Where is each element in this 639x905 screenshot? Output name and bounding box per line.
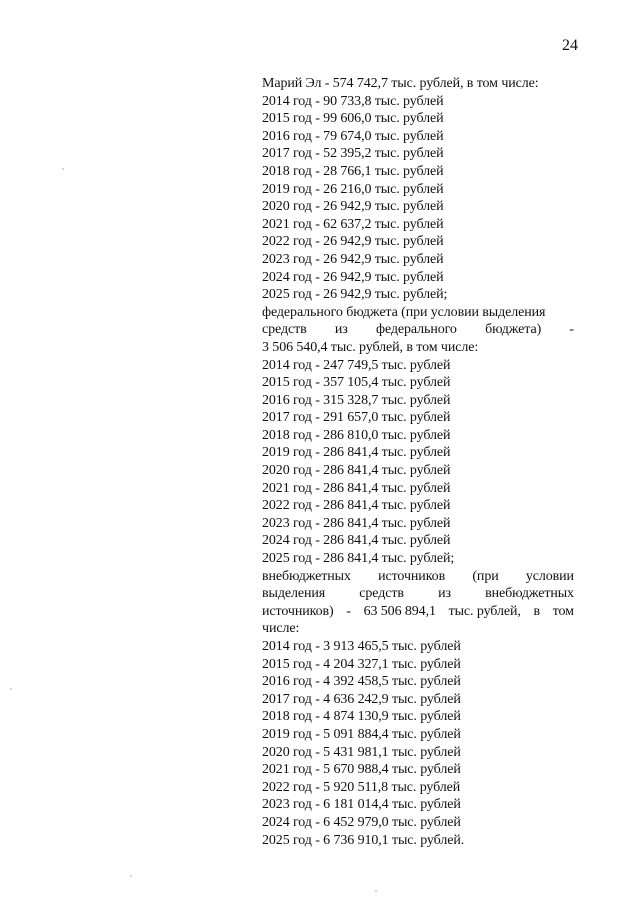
year-line: 2025 год - 26 942,9 тыс. рублей; xyxy=(262,287,448,303)
year-line: 2015 год - 99 606,0 тыс. рублей xyxy=(262,111,444,127)
year-line: 2018 год - 28 766,1 тыс. рублей xyxy=(262,163,444,179)
year-line: 2017 год - 52 395,2 тыс. рублей xyxy=(262,146,444,162)
paragraph-line: федерального бюджета (при условии выделения xyxy=(262,304,546,320)
year-line: 2018 год - 286 810,0 тыс. рублей xyxy=(262,427,451,443)
word: условии xyxy=(525,568,574,584)
federal-budget-total: 3 506 540,4 тыс. рублей, в том числе: xyxy=(262,339,479,355)
scan-speck xyxy=(62,168,64,170)
financing-section xyxy=(262,75,574,849)
word: в xyxy=(533,603,540,619)
year-line: 2020 год - 26 942,9 тыс. рублей xyxy=(262,199,444,215)
year-line: 2023 год - 286 841,4 тыс. рублей xyxy=(262,515,451,531)
year-line: 2015 год - 4 204 327,1 тыс. рублей xyxy=(262,656,461,672)
republic-budget-years xyxy=(262,93,574,304)
year-line: 2017 год - 291 657,0 тыс. рублей xyxy=(262,410,451,426)
extrabudgetary-heading xyxy=(262,568,574,638)
scan-speck xyxy=(375,890,377,892)
year-line: 2019 год - 286 841,4 тыс. рублей xyxy=(262,445,451,461)
year-line: 2014 год - 3 913 465,5 тыс. рублей xyxy=(262,639,461,654)
extrabudgetary-years xyxy=(262,638,574,849)
year-line: 2016 год - 79 674,0 тыс. рублей xyxy=(262,128,444,144)
word: средств xyxy=(359,586,404,602)
year-line: 2019 год - 5 091 884,4 тыс. рублей xyxy=(262,726,461,742)
word: источников) xyxy=(262,603,334,619)
word: средств xyxy=(262,322,307,338)
year-line: 2021 год - 62 637,2 тыс. рублей xyxy=(262,216,444,232)
word: 63 506 894,1 xyxy=(363,603,436,619)
year-line: 2022 год - 286 841,4 тыс. рублей xyxy=(262,498,451,514)
year-line: 2019 год - 26 216,0 тыс. рублей xyxy=(262,181,444,197)
year-line: 2024 год - 6 452 979,0 тыс. рублей xyxy=(262,814,461,830)
year-line: 2015 год - 357 105,4 тыс. рублей xyxy=(262,375,451,391)
year-line: 2018 год - 4 874 130,9 тыс. рублей xyxy=(262,709,461,725)
word: - xyxy=(569,322,574,338)
federal-budget-years xyxy=(262,357,574,568)
word: бюджета) xyxy=(485,322,542,338)
word: тыс. рублей, xyxy=(448,603,521,619)
word: том xyxy=(552,603,574,619)
year-line: 2021 год - 5 670 988,4 тыс. рублей xyxy=(262,762,461,778)
year-line: 2025 год - 6 736 910,1 тыс. рублей. xyxy=(262,832,465,848)
republic-budget-total: Марий Эл - 574 742,7 тыс. рублей, в том числе: xyxy=(262,76,539,91)
year-line: 2023 год - 26 942,9 тыс. рублей xyxy=(262,251,444,267)
paragraph-line-justified xyxy=(262,603,574,621)
year-line: 2014 год - 247 749,5 тыс. рублей xyxy=(262,357,451,373)
word: выделения xyxy=(262,586,326,602)
paragraph-line-justified xyxy=(262,568,574,586)
word: из xyxy=(438,586,451,602)
word: внебюджетных xyxy=(485,586,574,602)
year-line: 2021 год - 286 841,4 тыс. рублей xyxy=(262,480,451,496)
year-line: 2014 год - 90 733,8 тыс. рублей xyxy=(262,93,444,109)
year-line: 2023 год - 6 181 014,4 тыс. рублей xyxy=(262,797,461,813)
word: источников xyxy=(378,568,446,584)
year-line: 2022 год - 26 942,9 тыс. рублей xyxy=(262,234,444,250)
year-line: 2024 год - 26 942,9 тыс. рублей xyxy=(262,269,444,285)
paragraph-line-justified xyxy=(262,321,574,339)
paragraph-line: числе: xyxy=(262,621,300,637)
year-line: 2020 год - 286 841,4 тыс. рублей xyxy=(262,463,451,479)
paragraph-line-justified xyxy=(262,585,574,603)
page-number: 24 xyxy=(562,37,578,54)
year-line: 2022 год - 5 920 511,8 тыс. рублей xyxy=(262,779,461,795)
word: внебюджетных xyxy=(262,568,351,584)
year-line: 2025 год - 286 841,4 тыс. рублей; xyxy=(262,551,455,567)
federal-budget-heading xyxy=(262,304,574,357)
year-line: 2016 год - 4 392 458,5 тыс. рублей xyxy=(262,674,461,690)
word: федерального xyxy=(375,322,457,338)
scan-speck xyxy=(130,875,132,877)
year-line: 2024 год - 286 841,4 тыс. рублей xyxy=(262,533,451,549)
year-line: 2016 год - 315 328,7 тыс. рублей xyxy=(262,392,451,408)
scan-speck xyxy=(10,688,12,690)
word: из xyxy=(334,322,348,338)
word: (при xyxy=(472,568,499,584)
year-line: 2020 год - 5 431 981,1 тыс. рублей xyxy=(262,744,461,760)
year-line: 2017 год - 4 636 242,9 тыс. рублей xyxy=(262,691,461,707)
word: - xyxy=(346,603,351,619)
